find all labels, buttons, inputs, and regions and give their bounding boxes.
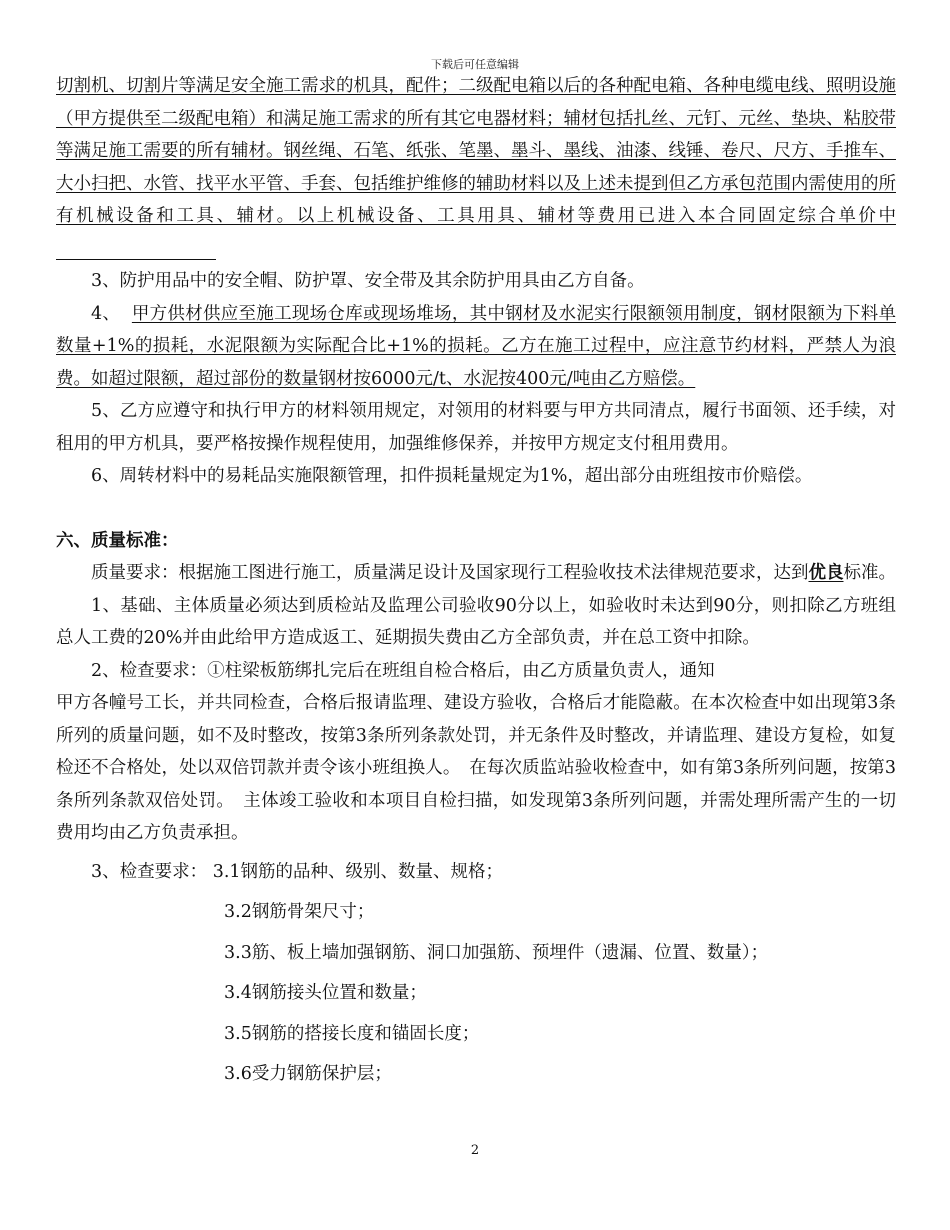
quality-requirement-text: 质量要求：根据施工图进行施工，质量满足设计及国家现行工程验收技术法律规范要求，达到 <box>91 563 809 583</box>
materials-paragraph <box>56 70 896 265</box>
quality-item-3-label: 3、检查要求： <box>91 861 208 882</box>
quality-item-1: 1、基础、主体质量必须达到质检站及监理公司验收90分以上，如验收时未达到90分，则扣除乙方班组总人工费的20%并由此给甲方造成返工、延期损失费由乙方全部负责，并在总工资中扣除。 <box>56 595 896 648</box>
check-item: 3.4钢筋接头位置和数量； <box>224 983 427 1003</box>
quality-item-3 <box>56 856 896 889</box>
section-heading-quality: 六、质量标准： <box>56 530 179 551</box>
materials-item-5: 5、乙方应遵守和执行甲方的材料领用规定，对领用的材料要与甲方共同清点，履行书面领、还手续，对租用的甲方机具，要严格按操作规程使用，加强维修保养，并按甲方规定支付租用费用。 <box>56 401 896 454</box>
materials-item-4 <box>56 298 896 396</box>
check-item: 3.3筋、板上墙加强钢筋、洞口加强筋、预埋件（遗漏、位置、数量）； <box>224 942 769 963</box>
materials-item-3: 3、防护用品中的安全帽、防护罩、安全带及其余防护用具由乙方自备。 <box>91 271 645 291</box>
spacer <box>56 493 896 525</box>
quality-item-2-body: 甲方各幢号工长，并共同检查，合格后报请监理、建设方验收，合格后才能隐蔽。在本次检查中如出现第3条所列的质量问题，如不及时整改，按第3条所列条款处罚，并无条件及时整改，并请监理、建设方复检，如复检还不合格处，处以双倍罚款并责令该小班组换人。 在每次质监站验收检查中，如有第3条所列问题，按第3条所列条款双倍处罚。 主体竣工验收和本项目自检扫描，如发现第3条所列问题，并需处理所需产生的一切费用均由乙方负责承担。 <box>56 693 896 843</box>
check-item: 3.6受力钢筋保护层； <box>224 1064 392 1084</box>
quality-item-2-first-line: 2、检查要求：①柱梁板筋绑扎完后在班组自检合格后，由乙方质量负责人，通知 <box>91 660 715 681</box>
document-body <box>56 70 896 1091</box>
underline-tail <box>56 239 216 260</box>
materials-paragraph-text: 切割机、切割片等满足安全施工需求的机具，配件；二级配电箱以后的各种配电箱、各种电缆电线、照明设施（甲方提供至二级配电箱）和满足施工需求的所有其它电器材料；辅材包括扎丝、元钉、元丝、垫块、粘胶带等满足施工需要的所有辅材。钢丝绳、石笔、纸张、笔墨、墨斗、墨线、油漆、线锤、卷尺、尺方、手推车、大小扫把、水管、找平水平管、手套、包括维护维修的辅助材料以及上述未提到但乙方承包范围内需使用的所有机械设备和工具、辅材。以上机械设备、工具用具、辅材等费用已进入本合同固定综合单价中 <box>56 76 896 226</box>
check-item: 3.1钢筋的品种、级别、数量、规格； <box>212 861 504 882</box>
check-item: 3.5钢筋的搭接长度和锚固长度； <box>224 1023 480 1044</box>
quality-grade: 优良 <box>808 563 844 583</box>
check-item: 3.2钢筋骨架尺寸； <box>224 902 375 922</box>
materials-item-4-text: 甲方供材供应至施工现场仓库或现场堆场，其中钢材及水泥实行限额领用制度，钢材限额为下料单数量+1%的损耗，水泥限额为实际配合比+1%的损耗。乙方在施工过程中，应注意节约材料，严禁人为浪费。如超过限额，超过部份的数量钢材按6000元/t、水泥按400元/吨由乙方赔偿。 <box>56 303 896 389</box>
materials-item-6: 6、周转材料中的易耗品实施限额管理，扣件损耗量规定为1%，超出部分由班组按市价赔偿。 <box>91 466 813 486</box>
quality-requirement-suffix: 标准。 <box>843 563 896 583</box>
materials-item-4-number: 4、 <box>91 303 121 324</box>
page-number: 2 <box>470 1143 480 1158</box>
page-header-note: 下载后可任意编辑 <box>431 58 519 71</box>
quality-requirement <box>56 557 896 590</box>
